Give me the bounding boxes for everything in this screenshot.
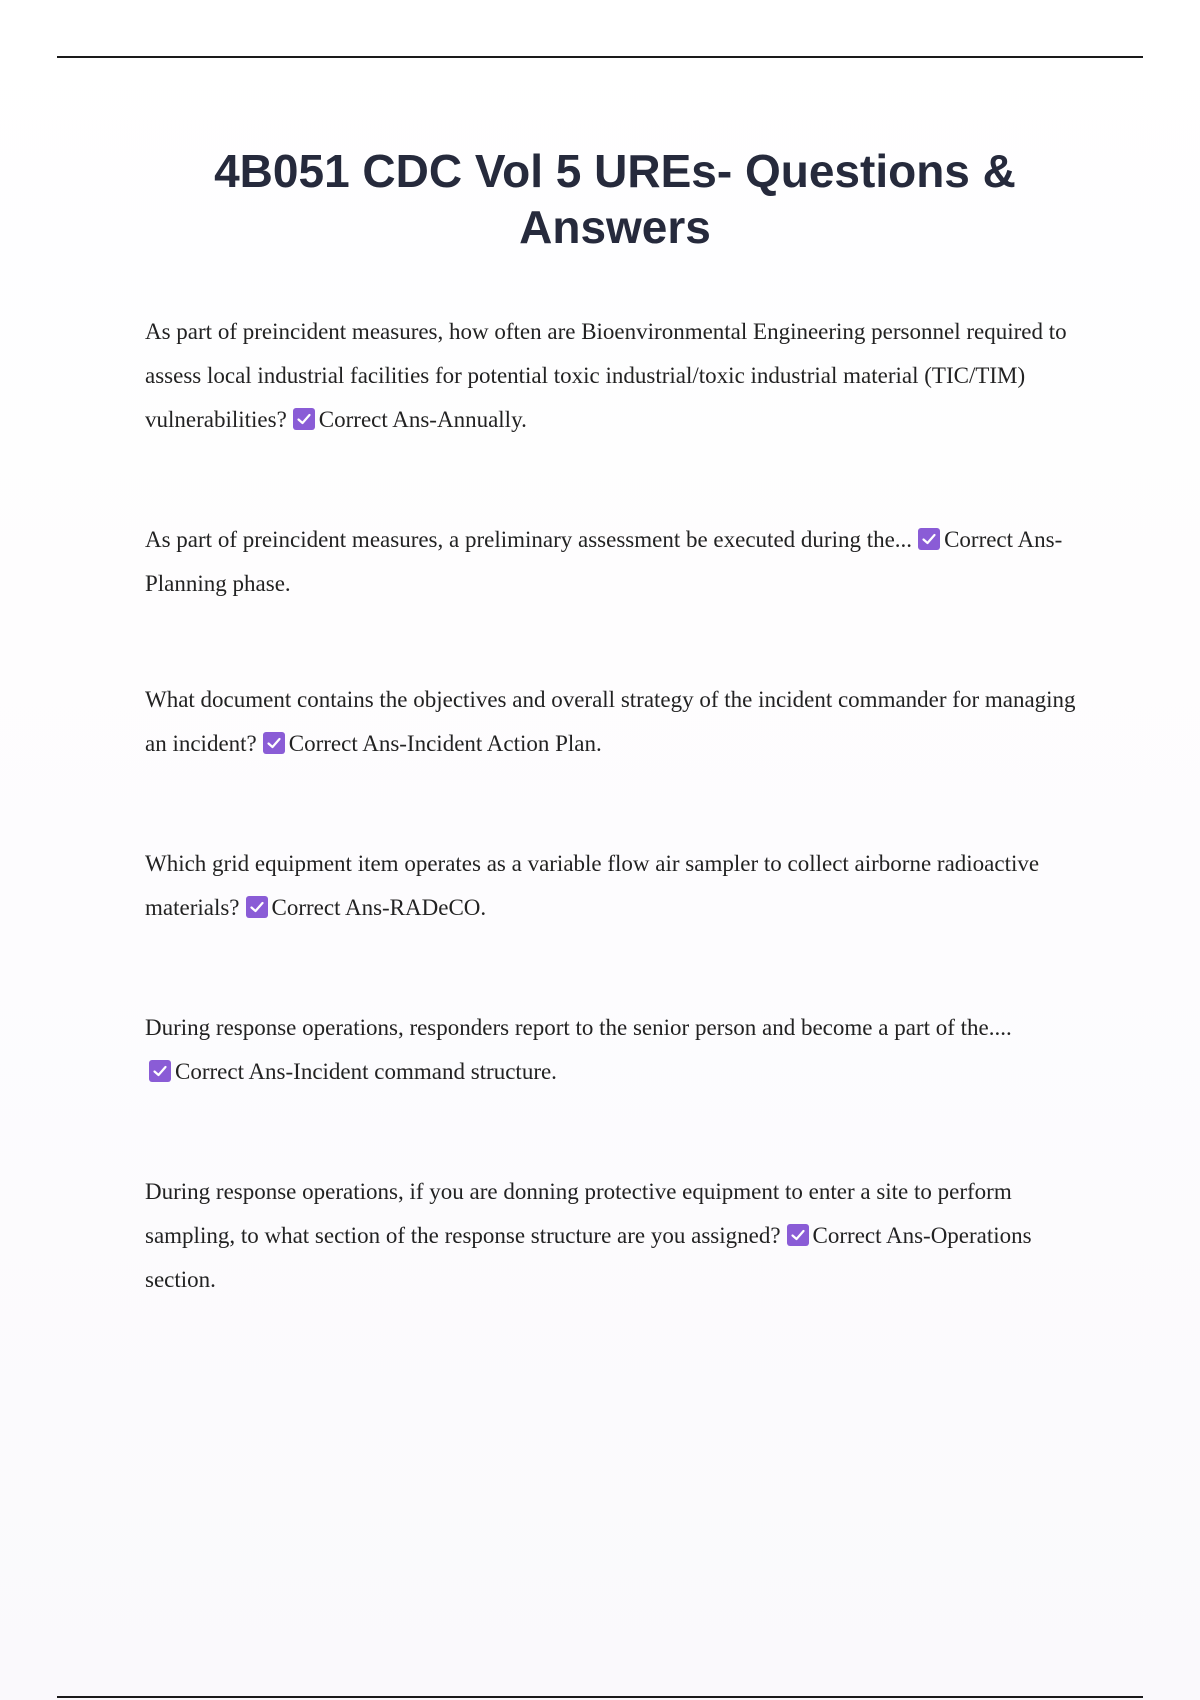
checkbox-checked-icon — [246, 896, 268, 918]
question-text: What document contains the objectives and overall strategy of the incident commander for managing an incident? — [145, 687, 1076, 756]
qa-item — [145, 842, 1095, 930]
answer-text: Correct Ans-Incident command structure. — [175, 1059, 557, 1084]
qa-list — [145, 310, 1095, 1302]
checkbox-checked-icon — [149, 1060, 171, 1082]
checkbox-checked-icon — [263, 732, 285, 754]
qa-item — [145, 310, 1095, 442]
qa-item — [145, 1006, 1095, 1094]
answer-text: Correct Ans-RADeCO. — [271, 895, 487, 920]
checkbox-checked-icon — [293, 408, 315, 430]
top-divider — [57, 56, 1143, 58]
question-text: As part of preincident measures, how often are Bioenvironmental Engineering personnel required to assess local industrial facilities for potential toxic industrial/toxic industrial material (TIC/TIM) vulnerabilities? — [145, 319, 1067, 432]
document-title: 4B051 CDC Vol 5 UREs- Questions & Answers — [214, 145, 1016, 253]
qa-item — [145, 1170, 1095, 1302]
answer-text: Correct Ans-Operations section. — [145, 1223, 1032, 1292]
question-text: Which grid equipment item operates as a variable flow air sampler to collect airborne radioactive materials? — [145, 851, 1040, 920]
answer-text: Correct Ans-Incident Action Plan. — [288, 731, 602, 756]
answer-text: Correct Ans-Annually. — [318, 407, 527, 432]
question-text: During response operations, responders report to the senior person and become a part of the.... — [145, 1015, 1012, 1040]
bottom-divider — [57, 1696, 1143, 1698]
qa-item — [145, 518, 1095, 606]
question-text: As part of preincident measures, a preliminary assessment be executed during the... — [145, 527, 913, 552]
qa-item — [145, 678, 1095, 766]
checkbox-checked-icon — [918, 528, 940, 550]
answer-text: Correct Ans-Planning phase. — [145, 527, 1063, 596]
question-text: During response operations, if you are donning protective equipment to enter a site to perform sampling, to what section of the response structure are you assigned? — [145, 1179, 1012, 1248]
checkbox-checked-icon — [787, 1224, 809, 1246]
